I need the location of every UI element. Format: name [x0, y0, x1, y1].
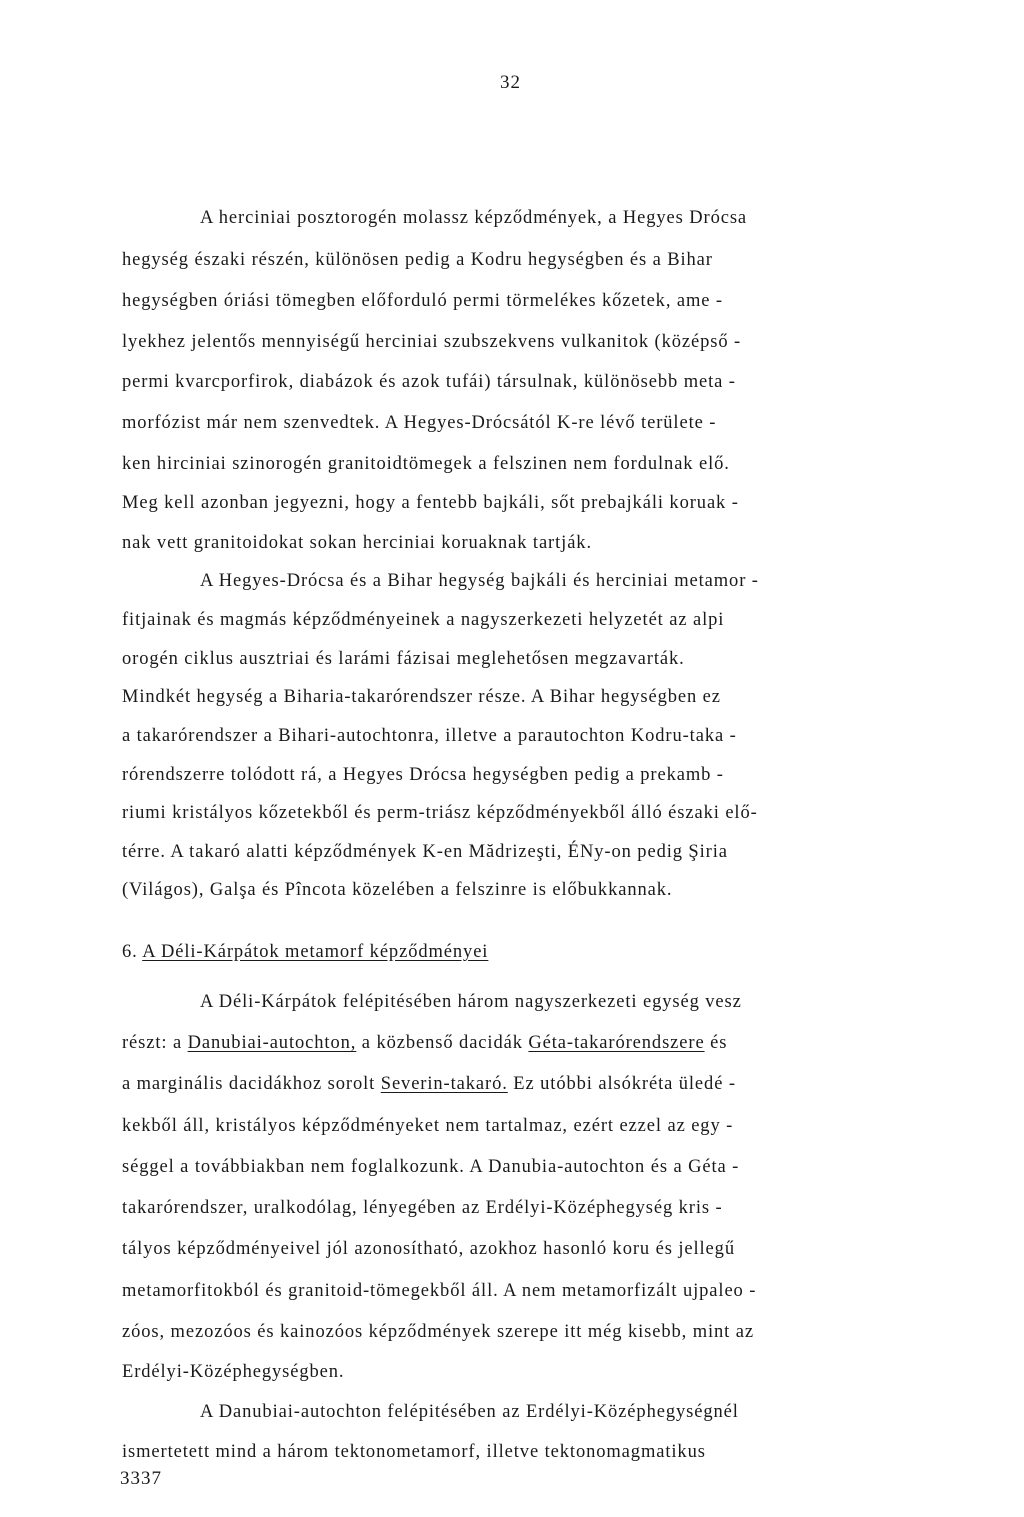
text-line: hegységben óriási tömegben előforduló permi törmelékes kőzetek, ame - — [122, 291, 723, 311]
text-line — [122, 1031, 727, 1055]
text-line: metamorfitokból és granitoid-tömegekből áll. A nem metamorfizált ujpaleo - — [122, 1281, 757, 1301]
text-line: A Déli-Kárpátok felépitésében három nagyszerkezeti egység vesz — [200, 992, 742, 1012]
text-line: rórendszerre tolódott rá, a Hegyes Drócsa hegységben pedig a prekamb - — [122, 765, 724, 785]
text-line: ken hirciniai szinorogén granitoidtömegek a felszinen nem fordulnak elő. — [122, 454, 730, 474]
text-line: tályos képződményeivel jól azonosítható, azokhoz hasonló koru és jellegű — [122, 1239, 735, 1259]
underlined-term: Danubiai-autochton, — [187, 1033, 357, 1053]
text-line: a takarórendszer a Bihari-autochtonra, illetve a parautochton Kodru-taka - — [122, 726, 737, 746]
underlined-term: Severin-takaró. — [380, 1074, 508, 1094]
text-line: permi kvarcporfirok, diabázok és azok tufái) társulnak, különösebb meta - — [122, 372, 736, 392]
text-line: lyekhez jelentős mennyiségű herciniai szubszekvens vulkanitok (középső - — [122, 332, 742, 352]
underlined-term: Géta-takarórendszere — [528, 1033, 705, 1053]
text-line: Meg kell azonban jegyezni, hogy a fentebb bajkáli, sőt prebajkáli koruak - — [122, 493, 739, 513]
text-line: hegység északi részén, különösen pedig a Kodru hegységben és a Bihar — [122, 250, 713, 270]
text-line: nak vett granitoidokat sokan herciniai koruaknak tartják. — [122, 533, 592, 553]
text-line: morfózist már nem szenvedtek. A Hegyes-Drócsától K-re lévő területe - — [122, 413, 717, 433]
section-title: A Déli-Kárpátok metamorf képződményei — [142, 942, 489, 962]
footer-code: 3337 — [120, 1468, 162, 1489]
text-line: kekből áll, kristályos képződményeket nem tartalmaz, ezért ezzel az egy - — [122, 1116, 734, 1136]
text-line: A Danubiai-autochton felépitésében az Erdélyi-Középhegységnél — [200, 1402, 739, 1422]
text-line: (Világos), Galşa és Pîncota közelében a felszinre is előbukkannak. — [122, 880, 673, 900]
text-line: térre. A takaró alatti képződmények K-en Mădrizeşti, ÉNy-on pedig Şiria — [122, 842, 728, 862]
text-segment: részt: a — [122, 1033, 188, 1053]
text-line: fitjainak és magmás képződményeinek a nagyszerkezeti helyzetét az alpi — [122, 610, 725, 630]
text-line: A herciniai posztorogén molassz képződmények, a Hegyes Drócsa — [200, 208, 748, 228]
text-line: séggel a továbbiakban nem foglalkozunk. A Danubia-autochton és a Géta - — [122, 1157, 740, 1177]
text-line: takarórendszer, uralkodólag, lényegében az Erdélyi-Középhegység kris - — [122, 1198, 723, 1218]
section-number: 6. — [122, 942, 138, 962]
text-segment: és — [704, 1033, 728, 1053]
text-segment: a közbenső dacidák — [356, 1033, 529, 1053]
text-line: ismertetett mind a három tektonometamorf, illetve tektonomagmatikus — [122, 1442, 706, 1462]
text-line: orogén ciklus ausztriai és larámi fázisai meglehetősen megzavarták. — [122, 649, 685, 669]
text-line — [122, 1072, 736, 1096]
text-segment: a marginális dacidákhoz sorolt — [122, 1074, 381, 1094]
text-line: Mindkét hegység a Biharia-takarórendszer része. A Bihar hegységben ez — [122, 687, 721, 707]
text-line: zóos, mezozóos és kainozóos képződmények szerepe itt még kisebb, mint az — [122, 1322, 754, 1342]
page-number: 32 — [500, 72, 521, 93]
text-line: A Hegyes-Drócsa és a Bihar hegység bajkáli és herciniai metamor - — [200, 571, 759, 591]
text-line: Erdélyi-Középhegységben. — [122, 1362, 345, 1382]
text-line: riumi kristályos kőzetekből és perm-triász képződményekből álló északi elő- — [122, 803, 758, 823]
text-segment: Ez utóbbi alsókréta üledé - — [507, 1074, 736, 1094]
section-heading — [122, 940, 488, 964]
